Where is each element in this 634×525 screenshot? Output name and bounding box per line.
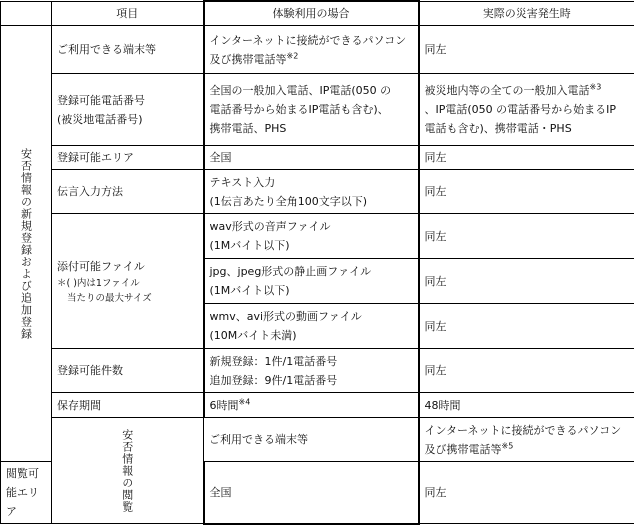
actual-cell: 同左	[419, 462, 634, 524]
item-cell: 伝言入力方法	[52, 170, 204, 214]
actual-cell: 同左	[419, 146, 634, 170]
item-cell: 登録可能件数	[52, 349, 204, 393]
item-cell: 閲覧可能エリア	[1, 462, 52, 524]
trial-cell: jpg、jpeg形式の静止画ファイル (1Mバイト以下)	[204, 259, 419, 304]
group-browse-label: 安否情報の閲覧	[52, 418, 204, 524]
item-cell: 保存期間	[52, 393, 204, 418]
table-row	[1, 26, 634, 74]
trial-cell: インターネットに接続ができるパソコン 及び携帯電話等$^{※5}$	[419, 418, 634, 462]
actual-cell: 同左	[419, 349, 634, 393]
table-row	[1, 146, 634, 170]
trial-cell: インターネットに接続ができるパソコン 及び携帯電話等$^{※2}$	[204, 26, 419, 74]
header-row	[1, 1, 634, 26]
item-cell: 添付可能ファイル ＊( )内は1ファイル 当たりの最大サイズ	[52, 214, 204, 349]
header-actual: 実際の災害発生時	[419, 1, 634, 26]
header-item: 項目	[52, 1, 204, 26]
trial-cell: 6時間$^{※4}$	[204, 393, 419, 418]
actual-cell: 同左	[419, 259, 634, 304]
table-row	[1, 393, 634, 418]
actual-cell: 被災地内等の全ての一般加入電話$^{※3}$ 、IP電話(050 の電話番号から始まるIP 電話も含む)、携帯電話・PHS	[419, 74, 634, 146]
table-row	[1, 349, 634, 393]
trial-cell: 新規登録：1件/1電話番号 追加登録：9件/1電話番号	[204, 349, 419, 393]
header-trial: 体験利用の場合	[204, 1, 419, 26]
trial-cell: 全国	[204, 146, 419, 170]
actual-cell: 同左	[419, 170, 634, 214]
table-row	[1, 170, 634, 214]
trial-cell: wav形式の音声ファイル (1Mバイト以下)	[204, 214, 419, 259]
item-cell: ご利用できる端末等	[52, 26, 204, 74]
trial-cell: 全国の一般加入電話、IP電話(050 の 電話番号から始まるIP電話も含む)、 携帯電話、PHS	[204, 74, 419, 146]
table-row	[1, 74, 634, 146]
item-cell: 登録可能電話番号 (被災地電話番号)	[52, 74, 204, 146]
trial-cell: 全国	[204, 462, 419, 524]
item-cell: 登録可能エリア	[52, 146, 204, 170]
trial-cell: テキスト入力 (1伝言あたり全角100文字以下)	[204, 170, 419, 214]
actual-cell: 同左	[419, 304, 634, 349]
item-cell: ご利用できる端末等	[204, 418, 419, 462]
table-row	[1, 418, 634, 462]
actual-cell: 同左	[419, 26, 634, 74]
actual-cell: 同左	[419, 214, 634, 259]
group-register-label: 安否情報の新規登録および追加登録	[1, 26, 52, 462]
header-corner	[1, 1, 52, 26]
actual-cell: 48時間	[419, 393, 634, 418]
trial-cell: wmv、avi形式の動画ファイル (10Mバイト未満)	[204, 304, 419, 349]
table-row	[1, 214, 634, 259]
